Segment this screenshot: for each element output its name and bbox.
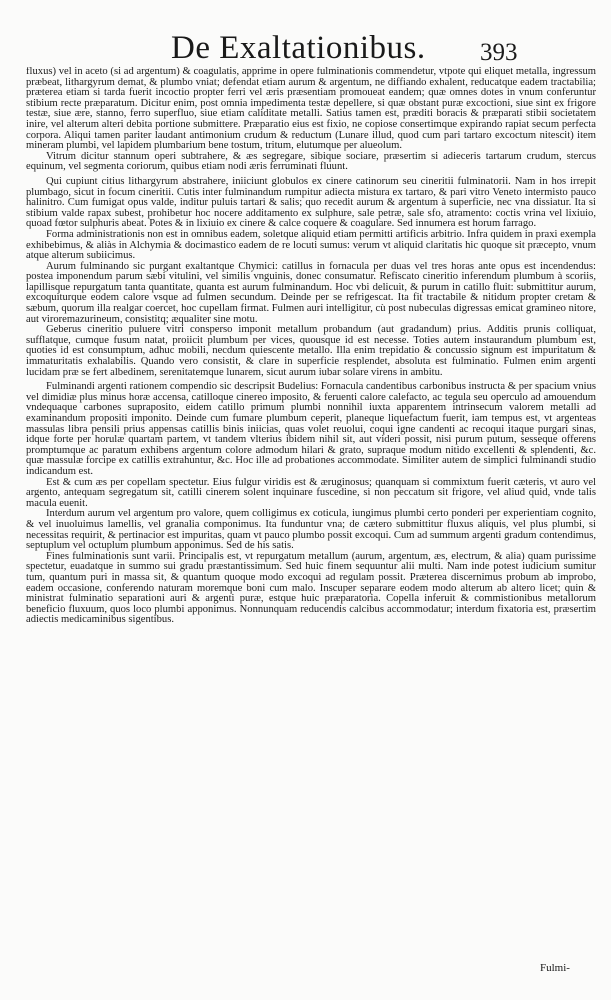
- catchword: Fulmi-: [540, 962, 570, 974]
- paragraph-aurum-fulminando: Aurum fulminando sic purgant exaltantque Chymici: catillus in fornacula per duas vel tres horas ante opus est incendendus: postea imponendum parum sæbi vitulini, vel similis vnguinis, donec consumatur. Refiscato cineritio inferendum plumbum à scoriis, lapillisque repurgatum tanta quantitate, quanta est aurum fulminandum. Hoc vbi delicuit, & purum in catillo fluit: submittitur aurum, excoquiturque eodem calore vsque ad fulmen secundum. Deinde per se refrigescat. Ita fit tractabile & nitidum propter cretam & sæbum, quorum illa realgar coercet, hoc cupellam firmat. Fulmen auri intelligitur, cù post nubeculas digressas emicat gramineo nitore, aut viroremazurineum, consistitq; æqualiter sine motu.: [26, 260, 596, 325]
- page-header: [0, 28, 611, 70]
- page-number: 393: [480, 39, 518, 66]
- paragraph-interdum: Interdum aurum vel argentum pro valore, quem colligimus ex coticula, iungimus plumbi certo ponderi per experientiam cognito, & vel inuoluimus lamellis, vel granalia componimus. Ita funduntur vna; de cætero submittitur fluxus aliquis, vel plus plumbi, si necessitas requirit, & pertinacior est impuritas, quam vt pauco plumbo possit excoqui. Cum ad summum argenti gradum contendimus, septuplum vel octuplum plumbum apponimus. Sed de his satis.: [26, 508, 596, 552]
- paragraph-fines: Fines fulminationis sunt varii. Principalis est, vt repurgatum metallum (aurum, argentum, æs, electrum, & alia) quam purissime spectetur, euadatque in summo sui gradu præstantissimum. Sed huic finem sequuntur alii multi. Nam inde potest iudicium sumitur tum, quantum puri in massa sit, & quantum quoque modo excoqui ad regulam possit. Præterea discernimus probum ab improbo, eadem occasione, conferendo naturam moremque boni cum malo. Inscuper separare eodem modo alterum ab altero licet; quin & ministrat fulminatio separationi auri & argenti puræ, estque huic præparatoria. Copella inferuit & commistionibus metallorum beneficio fluxuum, quos loco plumbi apponimus. Nonnunquam reducendis calcibus accommodatur; interdum fixatoria est, præsertim adiectis medicaminibus sigentibus.: [26, 550, 596, 626]
- paragraph-forma: Forma administrationis non est in omnibus eadem, soletque aliquid etiam permitti artificis arbitrio. Infra quidem in praxi exempla exhibebimus, & aliàs in Alchymia & docimastico eadem de re locuti sumus: verum vt aliquid claritatis hic quoque sit præcepto, vnum atque alterum subiicimus.: [26, 228, 596, 262]
- running-title: De Exaltationibus.: [171, 30, 426, 66]
- paragraph-geberus: Geberus cineritio puluere vitri consperso imponit metallum probandum (aut gradandum) prius. Additis prunis colliquat, sufflatque, cumque fusum natat, proiicit plumbum per vices, quousque id est necesse. Toties autem instaurandum plumbum est, quoties id est consumptum, adhuc mobili, necdum quiescente metallo. Illa enim trepidatio & concussio signum est impuritatum & immaturitatis exhalabilis. Quando vero consistit, & clare in superficie resplendet, absoluta est fulminatio. Fulmen enim argenti lucidam præ se fert albedinem, serenitatemque lunarem, sicut aurum iubar solare virens in ambitu.: [26, 324, 596, 378]
- paragraph-budelius: Fulminandi argenti rationem compendio sic descripsit Budelius: Fornacula candentibus carbonibus instructa & per spacium vnius vel dimidiæ plus minus horæ accensa, catilloque cinereo imposito, & feruenti calore calefacto, ac tegula seu operculo ad amouendum vndequaque carbones supraposito, eidem catillo primum plumbi nonnihil iuxta apparentem intrinsecum valorem metalli ad examinandum propositi imponito. Deinde cum fumare plumbum ceperit, planeque liquefactum fuerit, iam tempus est, vt argenteas massulas libra pensili prius appensas catillis binis iniicias, quas volet reuolui, coqui igne candenti ac recoqui itaque purgari sinas, idque forte per horulæ quartam partem, vt tandem vlterius ibidem nihil sit, aut videri possit, nisi purum putum, sesseque offerens promptumque ac paratum exhibens argentum colore admodum hilari & grato, supraque modum nitido excellenti & splendenti, &c. quæ massulæ forcipe ex catillis extrahuntur, &c. Hoc ille ad probationes accommodate. Similiter autem de simplici fulminandi studio indicandum est.: [26, 381, 596, 477]
- paragraph-fluxus-continuation: fluxus) vel in aceto (si ad argentum) & coagulatis, apprime in opere fulminationis commendetur, vtpote qui eliquet metalla, ingressum præbeat, lithargyrum demat, & plumbo vniat; defendat etiam aurum & argentum, ne diffiando exhalent, reducatque eadem tractabilia; præterea etiam si tarda fuerit incoctio propter ferri vel æris præsentiam promoueat eandem; quæ omnes dotes in vnum conferuntur stibium recte præparatum. Dicitur enim, post omnia impedimenta testæ depellere, si quæ obstant puræ excoctioni, siue sint ex frigore testæ, siue ære, stanno, ferro superfluo, siue etiam caliditate metalli. Satius tamen est, præditi boracis & præparati stibii societatem inire, vel alterum alteri debita portione submittere. Præparatio eius est fixio, ne copiose consertimque expirando rapiat secum perfecta corpora. Aliqui tamen pariter laudant antimonium crudum & reductum (Lunare illud, quod cum pari tartaro excoctum nitescit) item mineram plumbi, vel lapidem plumbarium bene tostum, tritum, elutumque per alueolum.: [26, 67, 596, 152]
- paragraph-aes-copella: Est & cum æs per copellam spectetur. Eius fulgur viridis est & æruginosus; quanquam si commixtum fuerit cæteris, vt auro vel argento, antequam segregatum sit, catilli cinerem solent inquinare fuscedine, si non peccatum sit frigore, vel aliud quid, vnde talis macula euenit.: [26, 476, 596, 509]
- paragraph-lithargyrum: Qui cupiunt citius lithargyrum abstrahere, iniiciunt globulos ex cinere catinorum seu cineritii fulminatorii. Nam in hos irrepit plumbago, sicut in focum cineritii. Cutis inter fulminandum rumpitur adiecta mistura ex tartaro, & pari vitro Veneto intermisto pauco halinitro. Cum fumigat opus valde, inditur puluis tartari & salis; quo recedit aurum & argentum à superficie, nec vna dissiatur. Ita si stibium valde rapax subest, prohibetur hoc nocere additamento ex sulphure, sale petræ, sale sfo, atramento: coctis vrina vel lixiuio, quoad fœtor sulphuris abeat. Potes & in lixiuio ex cinere & calce coquere & coagulare. Sed innumera est horum farrago.: [26, 175, 596, 230]
- body-text: [26, 67, 596, 963]
- paragraph-vitrum: Vitrum dicitur stannum operi subtrahere, & æs segregare, sibique sociare, præsertim si adieceris tartarum crudum, stercus equinum, vel segmenta coriorum, quibus etiam nodi æris ferruminati fluunt.: [26, 150, 596, 173]
